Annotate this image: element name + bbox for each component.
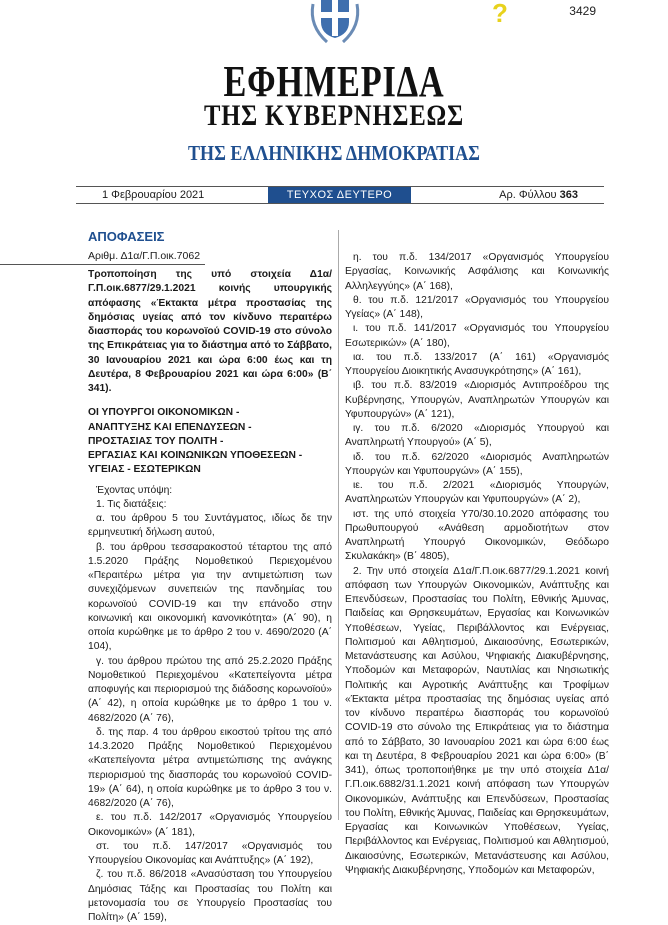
- decision-title: Τροποποίηση της υπό στοιχεία Δ1α/Γ.Π.οικ.6877/29.1.2021 κοινής υπουργικής απόφασης «Έκτακτα μέτρα προστασίας της δημόσιας υγείας από τον κίνδυνο περαιτέρω διασποράς του κορωνοϊού COVID-19 στο σύνολο της Επικράτειας για το διάστημα από το Σάββατο, 30 Ιανουαρίου 2021 και ώρα 6:00 έως και τη Δευτέρα, 8 Φεβρουαρίου 2021 και ώρα 6:00» (Β΄ 341).: [88, 269, 332, 394]
- gazette-title: ΕΦΗΜΕΡΙΔΑ: [223, 57, 445, 106]
- minister-line: ΕΡΓΑΣΙΑΣ ΚΑΙ ΚΟΙΝΩΝΙΚΩΝ ΥΠΟΘΕΣΕΩΝ -: [88, 450, 303, 461]
- gazette-title-line2: ΤΗΣ ΚΥΒΕΡΝΗΣΕΩΣ: [203, 99, 464, 132]
- right-column: [345, 251, 609, 878]
- paragraph: δ. της παρ. 4 του άρθρου εικοστού τρίτου της από 14.3.2020 Πράξης Νομοθετικού Περιεχομένου «Κατεπείγοντα μέτρα αντιμετώπισης της ανάγκης περιορισμού της διασποράς του κορωνοϊού COVID-19» (Α΄ 64), η οποία κυρώθηκε με το άρθρο 3 του ν. 4682/2020 (Α΄ 76),: [88, 726, 332, 809]
- issue-bar: [76, 186, 604, 204]
- paragraph: ιβ. του π.δ. 83/2019 «Διορισμός Αντιπροέδρου της Κυβέρνησης, Υπουργών, Αναπληρωτών Υπουργών και Υφυπουργών» (Α΄ 121),: [345, 380, 609, 420]
- paragraph: ια. του π.δ. 133/2017 (Α΄ 161) «Οργανισμός Υπουργείου Διοικητικής Ανασυγκρότησης» (Α΄ 161),: [345, 351, 609, 377]
- paragraph: β. του άρθρου τεσσαρακοστού τέταρτου της από 1.5.2020 Πράξης Νομοθετικού Περιεχομένου «Περαιτέρω μέτρα για την αντιμετώπιση των συνεχιζόμενων συνεπειών της πανδημίας του κορωνοϊού COVID-19 και την επάνοδο στην κοινωνική και οικονομική κανονικότητα» (Α΄ 90), η οποία κυρώθηκε με το άρθρο 2 του ν. 4690/2020 (Α΄ 104),: [88, 541, 332, 653]
- divider: [0, 264, 205, 265]
- paragraph: 1. Τις διατάξεις:: [96, 498, 167, 510]
- page-number: 3429: [569, 4, 596, 18]
- paragraph: ιγ. του π.δ. 6/2020 «Διορισμός Υπουργού και Αναπληρωτή Υπουργού» (Α΄ 5),: [345, 423, 609, 449]
- paragraph: ζ. του π.δ. 86/2018 «Ανασύσταση του Υπουργείου Δημόσιας Τάξης και Προστασίας του Πολίτη και μετονομασία του σε Υπουργείο Προστασίας του Πολίτη» (Α΄ 159),: [88, 869, 332, 923]
- minister-line: ΠΡΟΣΤΑΣΙΑΣ ΤΟΥ ΠΟΛΙΤΗ -: [88, 435, 224, 447]
- ministers-block: [88, 406, 332, 477]
- issue-date: 1 Φεβρουαρίου 2021: [102, 189, 205, 201]
- issue-series: ΤΕΥΧΟΣ ΔΕΥΤΕΡΟ: [268, 187, 411, 203]
- paragraph: η. του π.δ. 134/2017 «Οργανισμός Υπουργείου Εργασίας, Κοινωνικής Ασφάλισης και Κοινωνικής Αλληλεγγύης» (Α΄ 168),: [345, 252, 609, 292]
- paragraph: Έχοντας υπόψη:: [96, 484, 173, 496]
- minister-line: ΥΓΕΙΑΣ - ΕΣΩΤΕΡΙΚΩΝ: [88, 464, 201, 476]
- paragraph: 2. Την υπό στοιχεία Δ1α/Γ.Π.οικ.6877/29.1.2021 κοινή απόφαση των Υπουργών Οικονομικών, Ανάπτυξης και Επενδύσεων, Προστασίας του Πολίτη, Εθνικής Άμυνας, Παιδείας και Θρησκευμάτων, Εργασίας και Κοινωνικών Υποθέσεων, Υγείας, Περιβάλλοντος και Ενέργειας, Πολιτισμού και Αθλητισμού, Δικαιοσύνης, Εσωτερικών, Μετανάστευσης και Ασύλου, Ψηφιακής Διακυβέρνησης, Υποδομών και Μεταφορών, Ναυτιλίας και Νησιωτικής Πολιτικής και Αγροτικής Ανάπτυξης και Τροφίμων «Έκτακτα μέτρα προστασίας της δημόσιας υγείας από τον κίνδυνο περαιτέρω διασποράς του κορωνοϊού COVID-19 στο σύνολο της Επικράτειας για το διάστημα από το Σάββατο, 30 Ιανουαρίου 2021 και ώρα 6:00 έως και τη Δευτέρα, 8 Φεβρουαρίου 2021 και ώρα 6:00» (Β΄ 341), όπως τροποποιήθηκε με την υπό στοιχεία Δ1α/Γ.Π.οικ.6882/31.1.2021 κοινή απόφαση των Υπουργών Οικονομικών, Ανάπτυξης και Επενδύσεων, Προστασίας του Πολίτη, Εθνικής Άμυνας, Παιδείας και Θρησκευμάτων, Εργασίας και Κοινωνικών Υποθέσεων, Υγείας, Περιβάλλοντος και Ενέργειας, Πολιτισμού και Αθλητισμού, Δικαιοσύνης, Εσωτερικών, Μετανάστευσης και Ασύλου, Ψηφιακής Διακυβέρνησης, Υποδομών και Μεταφορών,: [345, 565, 609, 876]
- decision-number: Αριθμ. Δ1α/Γ.Π.οικ.7062: [88, 250, 201, 262]
- paragraph: γ. του άρθρου πρώτου της από 25.2.2020 Πράξης Νομοθετικού Περιεχομένου «Κατεπείγοντα μέτρα αποφυγής και περιορισμού της διάδοσης κορωνοϊού» (Α΄ 42), η οποία κυρώθηκε με το άρθρο 1 του ν. 4682/2020 (Α΄ 76),: [88, 655, 332, 724]
- greek-coat-of-arms-emblem: [305, 0, 365, 46]
- paragraph: στ. του π.δ. 147/2017 «Οργανισμός του Υπουργείου Οικονομίας και Ανάπτυξης» (Α΄ 192),: [88, 840, 332, 866]
- paragraph: ε. του π.δ. 142/2017 «Οργανισμός Υπουργείου Οικονομικών» (Α΄ 181),: [88, 812, 332, 838]
- section-heading: ΑΠΟΦΑΣΕΙΣ: [88, 229, 165, 244]
- paragraph: θ. του π.δ. 121/2017 «Οργανισμός του Υπουργείου Υγείας» (Α΄ 148),: [345, 294, 609, 320]
- minister-line: ΟΙ ΥΠΟΥΡΓΟΙ ΟΙΚΟΝΟΜΙΚΩΝ -: [88, 407, 240, 419]
- left-column: [88, 268, 332, 925]
- sheet-number: [499, 189, 578, 201]
- column-divider: [338, 230, 339, 820]
- sheet-label: Αρ. Φύλλου: [499, 189, 560, 201]
- sheet-number-value: 363: [559, 189, 578, 201]
- paragraph: ιστ. της υπό στοιχεία Υ70/30.10.2020 απόφασης του Πρωθυπουργού «Ανάθεση αρμοδιοτήτων στον Αναπληρωτή Υπουργό Οικονομικών, Θεόδωρο Σκυλακάκη» (Β΄ 4805),: [345, 508, 609, 563]
- gazette-subtitle: ΤΗΣ ΕΛΛΗΝΙΚΗΣ ΔΗΜΟΚΡΑΤΙΑΣ: [188, 141, 480, 165]
- minister-line: ΑΝΑΠΤΥΞΗΣ ΚΑΙ ΕΠΕΝΔΥΣΕΩΝ -: [88, 421, 252, 433]
- paragraph: ιδ. του π.δ. 62/2020 «Διορισμός Αναπληρωτών Υπουργών και Υφυπουργών» (Α΄ 155),: [345, 451, 609, 477]
- digital-signature-stamp: ?: [492, 0, 508, 28]
- paragraph: α. του άρθρου 5 του Συντάγματος, ιδίως δε την ερμηνευτική δήλωση αυτού,: [88, 513, 332, 539]
- paragraph: ι. του π.δ. 141/2017 «Οργανισμός του Υπουργείου Εσωτερικών» (Α΄ 180),: [345, 323, 609, 349]
- paragraph: ιε. του π.δ. 2/2021 «Διορισμός Υπουργών, Αναπληρωτών Υπουργών και Υφυπουργών» (Α΄ 2),: [345, 480, 609, 506]
